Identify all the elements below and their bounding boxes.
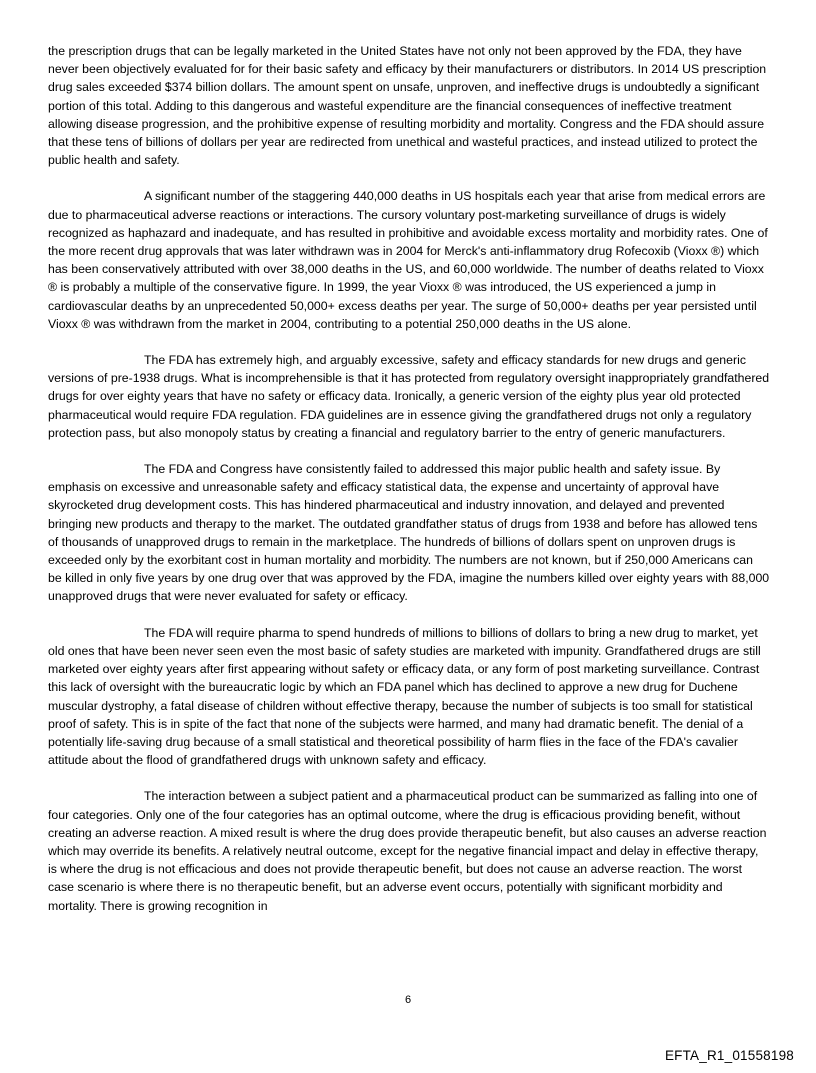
document-body	[48, 42, 770, 933]
paragraph-2: A significant number of the staggering 440,000 deaths in US hospitals each year that arise from medical errors are due to pharmaceutical adverse reactions or interactions. The cursory voluntary post-marketing surveillance of drugs is widely recognized as haphazard and inadequate, and has resulted in prohibitive and avoidable excess mortality and morbidity rates. One of the more recent drug approvals that was later withdrawn was in 2004 for Merck's anti-inflammatory drug Rofecoxib (Vioxx ®) which has been conservatively attributed with over 38,000 deaths in the US, and 60,000 worldwide. The number of deaths related to Vioxx ® is probably a multiple of the conservative figure. In 1999, the year Vioxx ® was introduced, the US experienced a jump in cardiovascular deaths by an unprecedented 50,000+ excess deaths per year. The surge of 50,000+ deaths per year persisted until Vioxx ® was withdrawn from the market in 2004, contributing to a potential 250,000 deaths in the US alone.	[48, 189, 768, 331]
paragraph-4: The FDA and Congress have consistently failed to addressed this major public health and safety issue. By emphasis on excessive and unreasonable safety and efficacy statistical data, the expense and uncertainty of approval have skyrocketed drug development costs. This has hindered pharmaceutical and industry innovation, and delayed and prevented bringing new products and therapy to the market. The outdated grandfather status of drugs from 1938 and before has allowed tens of thousands of unapproved drugs to remain in the marketplace. The hundreds of billions of dollars spent on unproven drugs is exceeded only by the exorbitant cost in human mortality and morbidity. The numbers are not known, but if 250,000 Americans can be killed in only five years by one drug over that was approved by the FDA, imagine the numbers killed over eighty years with 88,000 unapproved drugs that were never evaluated for safety or efficacy.	[48, 462, 770, 604]
paragraph-3: The FDA has extremely high, and arguably excessive, safety and efficacy standards for new drugs and generic versions of pre-1938 drugs. What is incomprehensible is that it has protected from regulatory oversight inappropriately grandfathered drugs for over eighty years that have no safety or efficacy data. Ironically, a generic version of the eighty plus year old protected pharmaceutical would require FDA regulation. FDA guidelines are in essence giving the grandfathered drugs not only a regulatory protection pass, but also monopoly status by creating a financial and regulatory barrier to the entry of generic manufacturers.	[48, 353, 770, 440]
paragraph-1: the prescription drugs that can be legally marketed in the United States have not only not been approved by the FDA, they have never been objectively evaluated for for their basic safety and efficacy by their manufacturers or distributors. In 2014 US prescription drug sales exceeded $374 billion dollars. The amount spent on unsafe, unproven, and ineffective drugs is undoubtedly a significant portion of this total. Adding to this dangerous and wasteful expenditure are the financial consequences of ineffective treatment allowing disease progression, and the prohibitive expense of resulting morbidity and mortality. Congress and the FDA should assure that these tens of billions of dollars per year are redirected from unethical and wasteful practices, and instead utilized to protect the public health and safety.	[48, 44, 767, 168]
page-number: 6	[404, 994, 412, 1006]
paragraph-6: The interaction between a subject patient and a pharmaceutical product can be summarized as falling into one of four categories. Only one of the four categories has an optimal outcome, where the drug is efficacious providing benefit, without creating an adverse reaction. A mixed result is where the drug does provide therapeutic benefit, but also causes an adverse reaction which may override its benefits. A relatively neutral outcome, except for the negative financial impact and delay in effective therapy, is where the drug is not efficacious and does not provide therapeutic benefit, but does not cause an adverse reaction. The worst case scenario is where there is no therapeutic benefit, but an adverse event occurs, potentially with significant morbidity and mortality. There is growing recognition in	[48, 789, 767, 913]
document-id-stamp: EFTA_R1_01558198	[664, 1048, 794, 1063]
paragraph-5: The FDA will require pharma to spend hundreds of millions to billions of dollars to bring a new drug to market, yet old ones that have been never seen even the most basic of safety studies are marketed with impunity. Grandfathered drugs are still marketed over eighty years after first appearing without safety or efficacy data, or any form of post marketing surveillance. Contrast this lack of oversight with the bureaucratic logic by which an FDA panel which has declined to approve a new drug for Duchene muscular dystrophy, a fatal disease of children without effective therapy, because the number of subjects is too small for statistical proof of safety. This is in spite of the fact that none of the subjects were harmed, and many had dramatic benefit. The denial of a potentially life-saving drug because of a small statistical and theoretical possibility of harm flies in the face of the FDA's cavalier attitude about the flood of grandfathered drugs with unknown safety and efficacy.	[48, 625, 761, 768]
